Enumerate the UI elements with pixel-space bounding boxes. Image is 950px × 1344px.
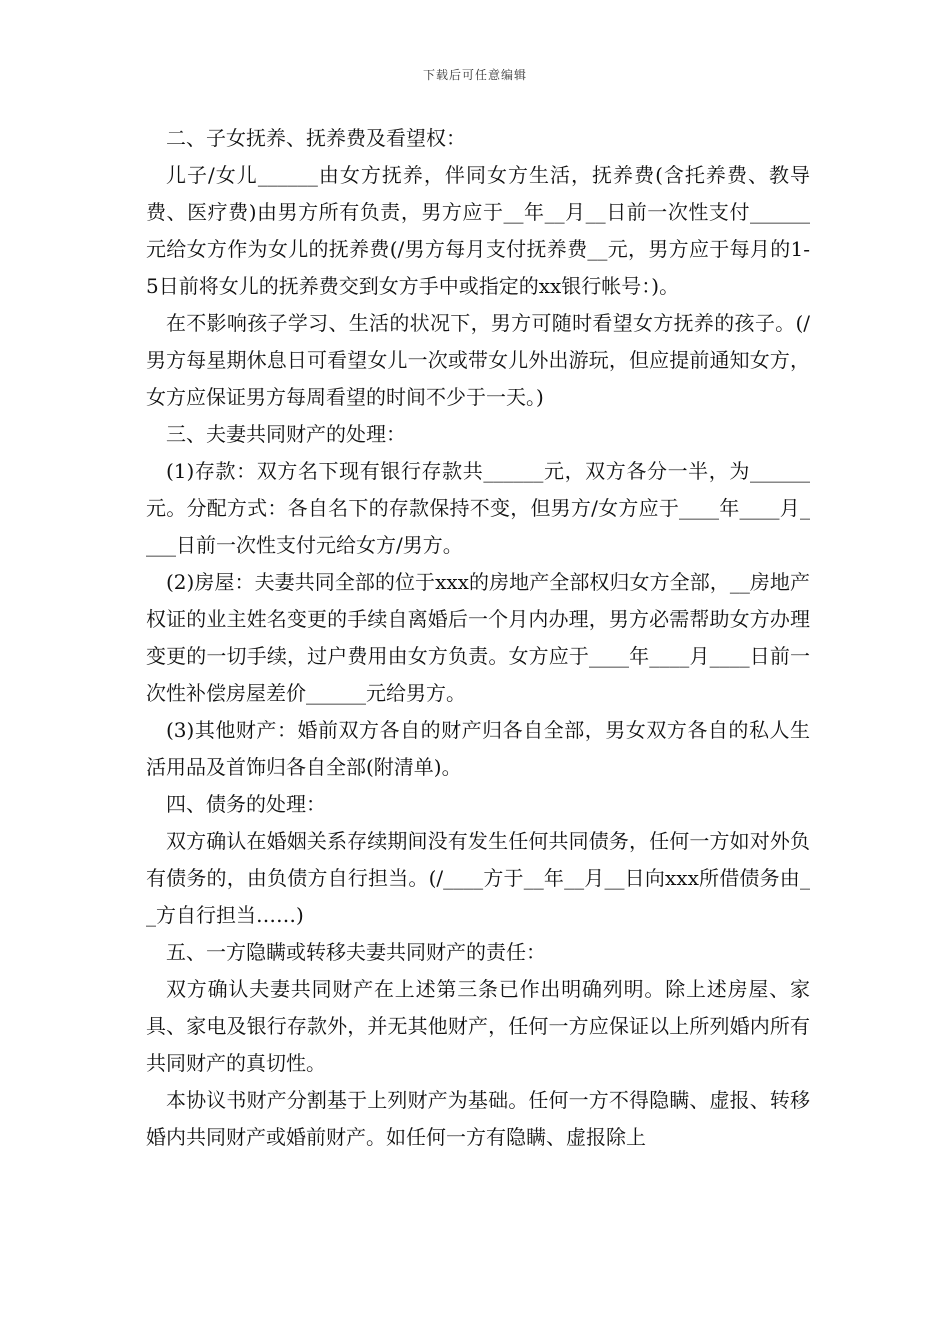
paragraph-debts: 双方确认在婚姻关系存续期间没有发生任何共同债务，任何一方如对外负有债务的，由负债方自行担当。(/____方于__年__月__日向xxx所借债务由__方自行担当……) [146, 829, 810, 927]
section-heading-concealment: 五、一方隐瞒或转移夫妻共同财产的责任： [166, 940, 546, 964]
paragraph-property-confirmation: 双方确认夫妻共同财产在上述第三条已作出明确列明。除上述房屋、家具、家电及银行存款外，并无其他财产，任何一方应保证以上所列婚内所有共同财产的真切性。 [146, 977, 810, 1075]
section-heading-child-custody: 二、子女抚养、抚养费及看望权： [166, 126, 466, 150]
section-heading-joint-property: 三、夫妻共同财产的处理： [166, 422, 406, 446]
paragraph-child-support: 儿子/女儿______由女方抚养，伴同女方生活，抚养费(含托养费、教导费、医疗费)由男方所有负责，男方应于__年__月__日前一次性支付______元给女方作为女儿的抚养费(/男方每月支付抚养费__元，男方应于每月的1-5日前将女儿的抚养费交到女方手中或指定的xx银行帐号：)。 [146, 163, 810, 298]
section-heading-debts: 四、债务的处理： [166, 792, 326, 816]
paragraph-property-division: 本协议书财产分割基于上列财产为基础。任何一方不得隐瞒、虚报、转移婚内共同财产或婚前财产。如任何一方有隐瞒、虚报除上 [146, 1088, 810, 1149]
document-body [146, 120, 810, 1156]
paragraph-visitation: 在不影响孩子学习、生活的状况下，男方可随时看望女方抚养的孩子。(/男方每星期休息日可看望女儿一次或带女儿外出游玩，但应提前通知女方，女方应保证男方每周看望的时间不少于一天。) [146, 311, 810, 409]
paragraph-deposits: (1)存款：双方名下现有银行存款共______元，双方各分一半，为______元。分配方式：各自名下的存款保持不变，但男方/女方应于____年____月____日前一次性支付元给女方/男方。 [146, 459, 810, 557]
page-header: 下载后可任意编辑 [422, 68, 527, 82]
paragraph-house: (2)房屋：夫妻共同全部的位于xxx的房地产全部权归女方全部，__房地产权证的业主姓名变更的手续自离婚后一个月内办理，男方必需帮助女方办理变更的一切手续，过户费用由女方负责。女方应于____年____月____日前一次性补偿房屋差价______元给男方。 [146, 570, 810, 705]
paragraph-other-property: (3)其他财产：婚前双方各自的财产归各自全部，男女双方各自的私人生活用品及首饰归各自全部(附清单)。 [146, 718, 810, 779]
